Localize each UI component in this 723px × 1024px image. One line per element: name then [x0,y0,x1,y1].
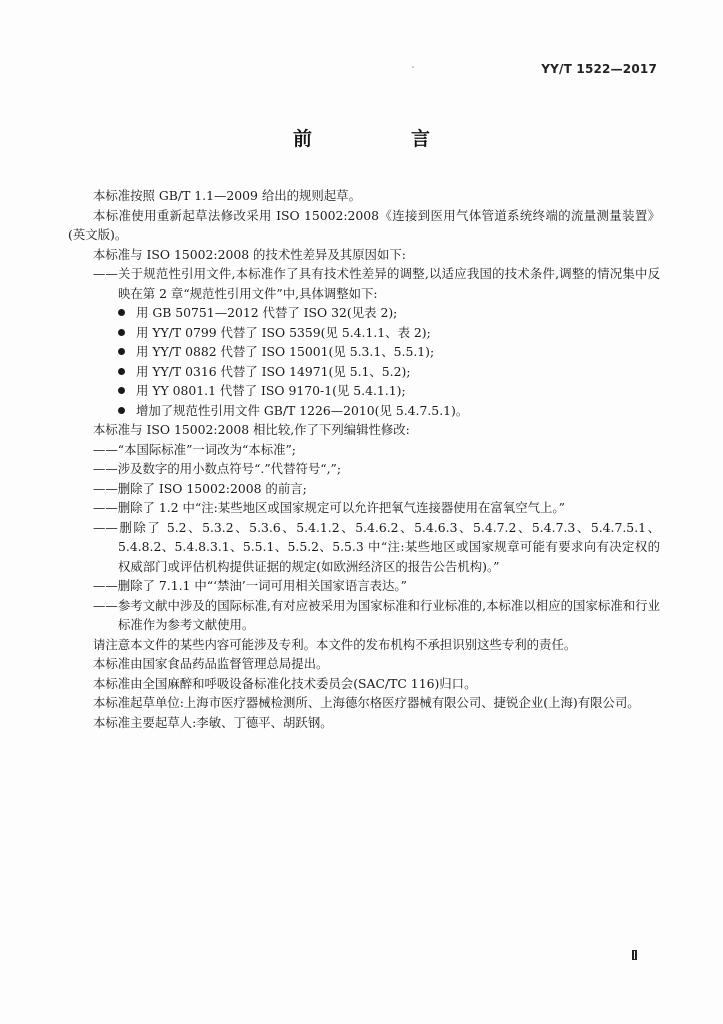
bullet-icon [118,368,125,375]
tech-diff-list [68,303,660,420]
editorial-item: ——删除了 1.2 中“注:某些地区或国家规定可以允许把氧气连接器使用在富氧空气上。” [93,500,565,515]
list-item-text: 用 YY/T 0799 代替了 ISO 5359(见 5.4.1.1、表 2); [136,324,431,340]
document-body [68,186,660,732]
list-item [68,342,660,362]
editorial-item: ——删除了 ISO 15002:2008 的前言; [93,480,307,496]
list-item [68,303,660,323]
bullet-icon [118,387,125,394]
list-item [68,381,660,401]
editorial-item: ——涉及数字的用小数点符号“.”代替符号“,”; [93,461,342,476]
page-title: 前 言 [292,128,470,150]
list-item-text: 增加了规范性引用文件 GB/T 1226—2010(见 5.4.7.5.1)。 [136,402,469,418]
scan-speck [412,66,414,68]
paragraph-editorial-heading: 本标准与 ISO 15002:2008 相比较,作了下列编辑性修改: [93,422,410,437]
paragraph-drafting-units: 本标准起草单位:上海市医疗器械检测所、上海德尔格医疗器械有限公司、捷锐企业(上海)有限公司。 [93,695,640,710]
bullet-icon [118,407,125,414]
editorial-item: ——删除了 7.1.1 中“‘禁油’一词可用相关国家语言表达。” [93,578,407,593]
editorial-item: ——参考文献中涉及的国际标准,有对应被采用为国家标准和行业标准的,本标准以相应的国家标准和行业标准作为参考文献使用。 [93,597,660,632]
list-item [68,323,660,343]
paragraph-tech-diff-heading: 本标准与 ISO 15002:2008 的技术性差异及其原因如下: [93,246,406,262]
paragraph-proposer: 本标准由国家食品药品监督管理总局提出。 [93,656,329,671]
paragraph-drafters: 本标准主要起草人:李敏、丁德平、胡跃钢。 [93,714,333,730]
list-item-text: 用 YY 0801.1 代替了 ISO 9170-1(见 5.4.1.1); [136,383,406,398]
editorial-item: ——删除了 5.2、5.3.2、5.3.6、5.4.1.2、5.4.6.2、5.4.6.3、5.4.7.2、5.4.7.3、5.4.7.5.1、5.4.8.2、5.4.8.3.1、5.5.1、5.5.2、5.5.3 中“注:某些地区或国家规章可能有要求向有决定权的权威部门或评估机构提供证据的规定(如欧洲经济区的报告公告机构)。” [93,519,660,574]
paragraph-committee: 本标准由全国麻醉和呼吸设备标准化技术委员会(SAC/TC 116)归口。 [93,675,477,691]
bullet-icon [118,309,125,316]
paragraph-patent-notice: 请注意本文件的某些内容可能涉及专利。本文件的发布机构不承担识别这些专利的责任。 [93,636,577,652]
list-item-text: 用 GB 50751—2012 代替了 ISO 32(见表 2); [136,305,398,320]
list-item-text: 用 YY/T 0316 代替了 ISO 14971(见 5.1、5.2); [136,363,411,379]
paragraph-adoption: 本标准使用重新起草法修改采用 ISO 15002:2008《连接到医用气体管道系统终端的流量测量装置》(英文版)。 [68,207,660,242]
bullet-icon [118,348,125,355]
editorial-item: ——“本国际标准”一词改为“本标准”; [93,441,296,457]
page-number [632,950,637,960]
list-item [68,401,660,421]
tech-diff-intro: ——关于规范性引用文件,本标准作了具有技术性差异的调整,以适应我国的技术条件,调整的情况集中反映在第 2 章“规范性引用文件”中,具体调整如下: [93,266,660,301]
standard-code: YY/T 1522—2017 [541,62,657,76]
bullet-icon [118,329,125,336]
paragraph-drafting-rules: 本标准按照 GB/T 1.1—2009 给出的规则起草。 [93,188,361,203]
list-item-text: 用 YY/T 0882 代替了 ISO 15001(见 5.3.1、5.5.1); [136,344,435,359]
list-item [68,362,660,382]
